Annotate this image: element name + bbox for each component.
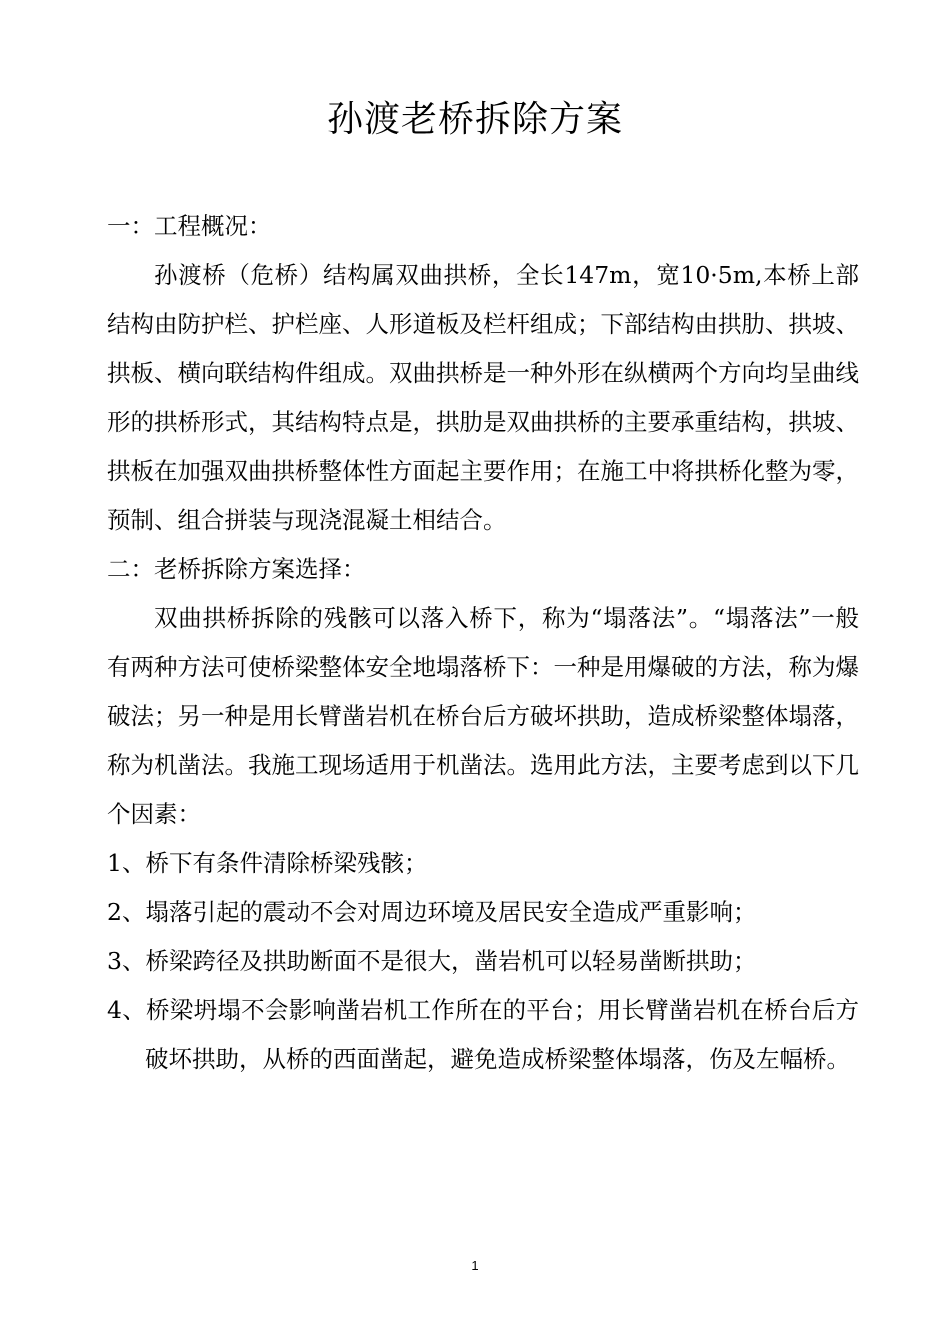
factor-item: 1、桥下有条件清除桥梁残骸； bbox=[107, 849, 428, 877]
factor-item: 2、塌落引起的震动不会对周边环境及居民安全造成严重影响； bbox=[107, 898, 757, 926]
factor-item: 4、桥梁坍塌不会影响凿岩机工作所在的平台；用长臂凿岩机在桥台后方破坏拱助，从桥的西面凿起，避免造成桥梁整体塌落，伤及左幅桥。 bbox=[107, 996, 859, 1073]
section-heading-plan-selection: 二：老桥拆除方案选择： bbox=[107, 555, 366, 583]
plan-selection-paragraph: 双曲拱桥拆除的残骸可以落入桥下，称为“塌落法”。“塌落法”一般有两种方法可使桥梁整体安全地塌落桥下：一种是用爆破的方法，称为爆破法；另一种是用长臂凿岩机在桥台后方破坏拱助，造成桥梁整体塌落，称为机凿法。我施工现场适用于机凿法。选用此方法，主要考虑到以下几个因素： bbox=[107, 604, 859, 828]
factor-item: 3、桥梁跨径及拱助断面不是很大，凿岩机可以轻易凿断拱助； bbox=[107, 947, 757, 975]
page-number: 1 bbox=[471, 1258, 479, 1273]
section-heading-overview: 一：工程概况： bbox=[107, 212, 272, 240]
overview-paragraph: 孙渡桥（危桥）结构属双曲拱桥，全长147m，宽10·5m,本桥上部结构由防护栏、护栏座、人形道板及栏杆组成；下部结构由拱肋、拱坡、拱板、横向联结构件组成。双曲拱桥是一种外形在纵横两个方向均呈曲线形的拱桥形式，其结构特点是，拱肋是双曲拱桥的主要承重结构，拱坡、拱板在加强双曲拱桥整体性方面起主要作用；在施工中将拱桥化整为零，预制、组合拼装与现浇混凝土相结合。 bbox=[107, 261, 859, 534]
document-body bbox=[107, 202, 859, 1084]
document-title: 孙渡老桥拆除方案 bbox=[326, 99, 623, 140]
